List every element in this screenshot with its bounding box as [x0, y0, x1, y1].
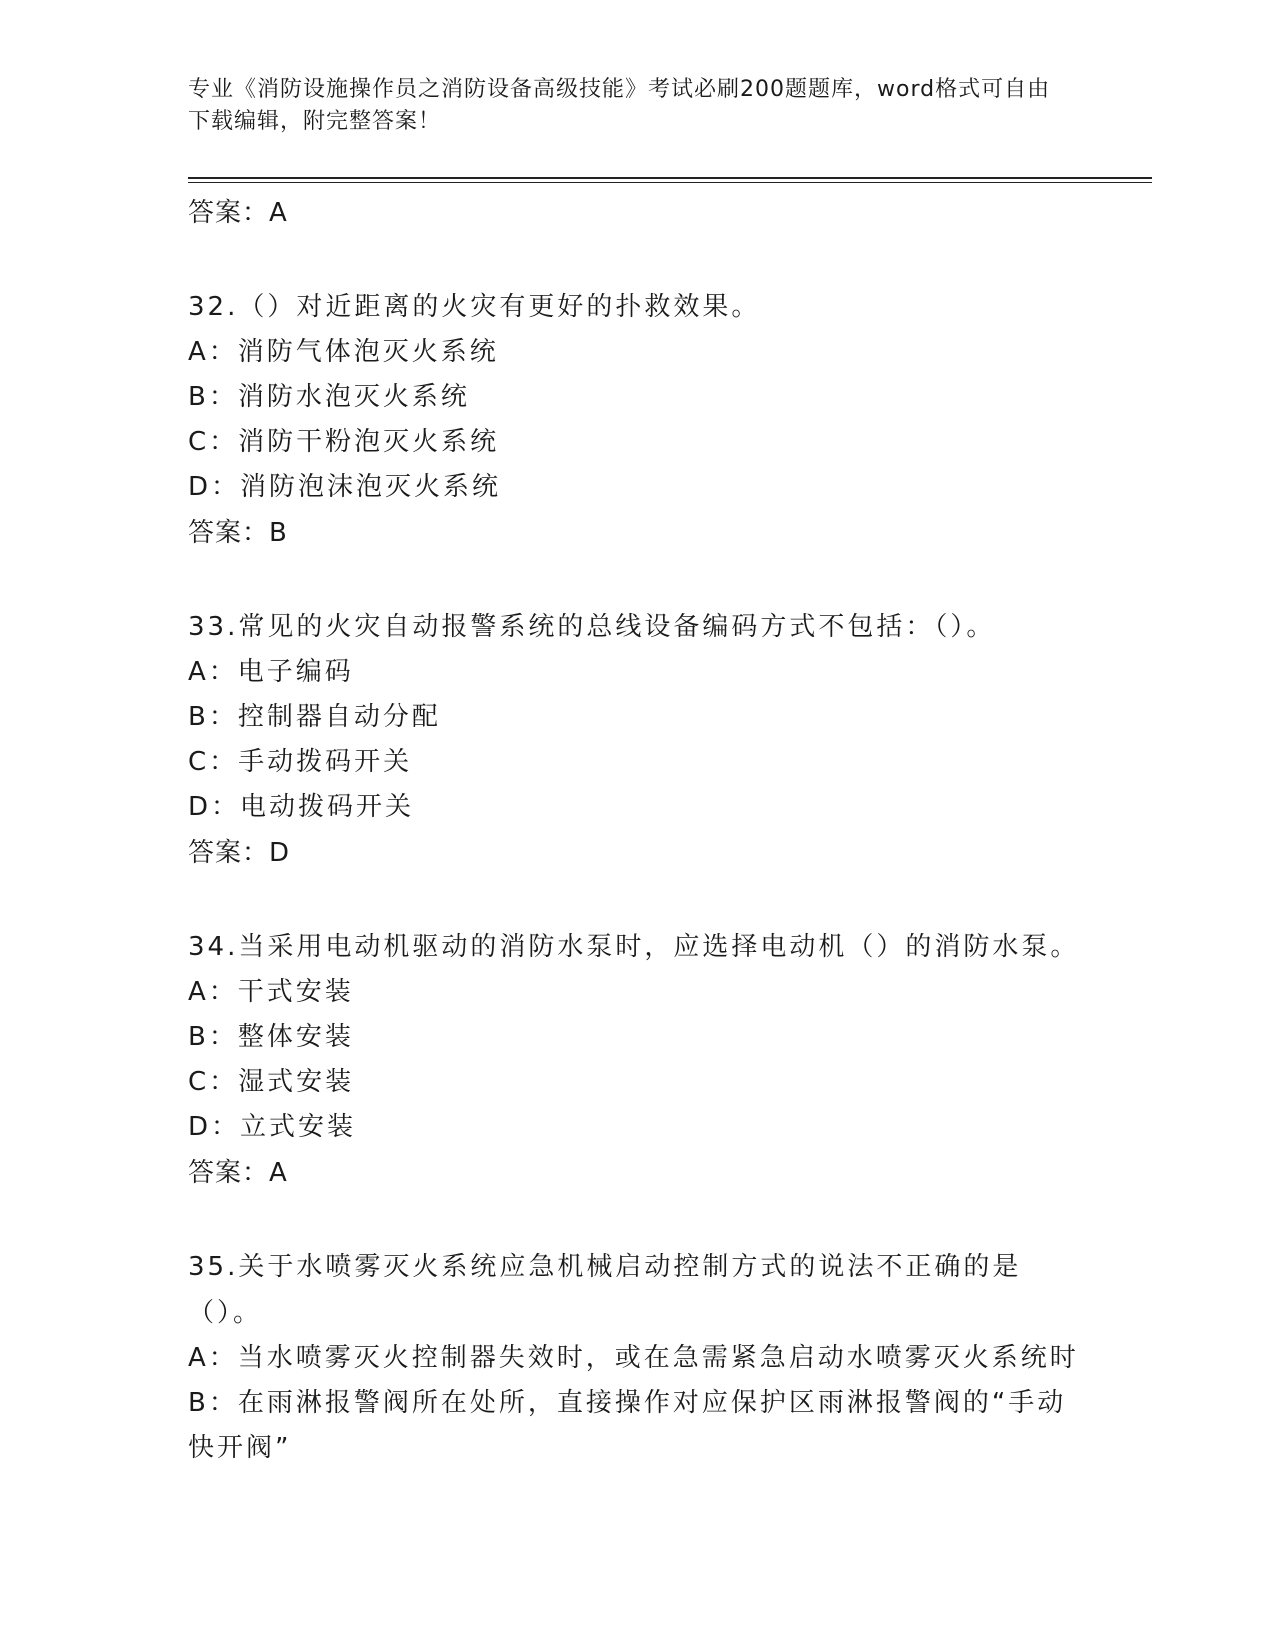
option-a: A：当水喷雾灭火控制器失效时，或在急需紧急启动水喷雾灭火系统时 [188, 1343, 1079, 1373]
question-list [188, 190, 1088, 1471]
option-d: D：消防泡沫泡灭火系统 [188, 472, 502, 502]
answer: 答案：D [188, 838, 291, 868]
question-33 [188, 604, 1088, 876]
option-b: B：整体安装 [188, 1022, 354, 1052]
answer: 答案：B [188, 518, 288, 548]
option-c: C：消防干粉泡灭火系统 [188, 427, 500, 457]
question-35 [188, 1244, 1088, 1471]
option-d: D：电动拨码开关 [188, 792, 415, 822]
option-b: B：控制器自动分配 [188, 702, 441, 732]
answer: 答案：A [188, 1158, 288, 1188]
option-c: C：湿式安装 [188, 1067, 355, 1097]
header-rule-thin [188, 182, 1152, 183]
question-stem: 33.常见的火灾自动报警系统的总线设备编码方式不包括：（）。 [188, 612, 996, 642]
option-b: B：消防水泡灭火系统 [188, 382, 470, 412]
question-34 [188, 924, 1088, 1196]
option-c: C：手动拨码开关 [188, 747, 413, 777]
header-rule-thick [188, 177, 1152, 179]
question-stem: 32.（）对近距离的火灾有更好的扑救效果。 [188, 292, 761, 322]
question-stem: 34.当采用电动机驱动的消防水泵时，应选择电动机（）的消防水泵。 [188, 932, 1080, 962]
document-header: 专业《消防设施操作员之消防设备高级技能》考试必刷200题题库，word格式可自由下载编辑，附完整答案！ [188, 77, 1051, 134]
option-b: B：在雨淋报警阀所在处所，直接操作对应保护区雨淋报警阀的“手动快开阀” [188, 1388, 1067, 1463]
question-stem: 35.关于水喷雾灭火系统应急机械启动控制方式的说法不正确的是（）。 [188, 1252, 1022, 1328]
question-32 [188, 284, 1088, 556]
option-d: D：立式安装 [188, 1112, 357, 1142]
option-a: A：干式安装 [188, 977, 354, 1007]
option-a: A：消防气体泡灭火系统 [188, 337, 499, 367]
option-a: A：电子编码 [188, 657, 354, 687]
answer-31: 答案：A [188, 198, 288, 228]
